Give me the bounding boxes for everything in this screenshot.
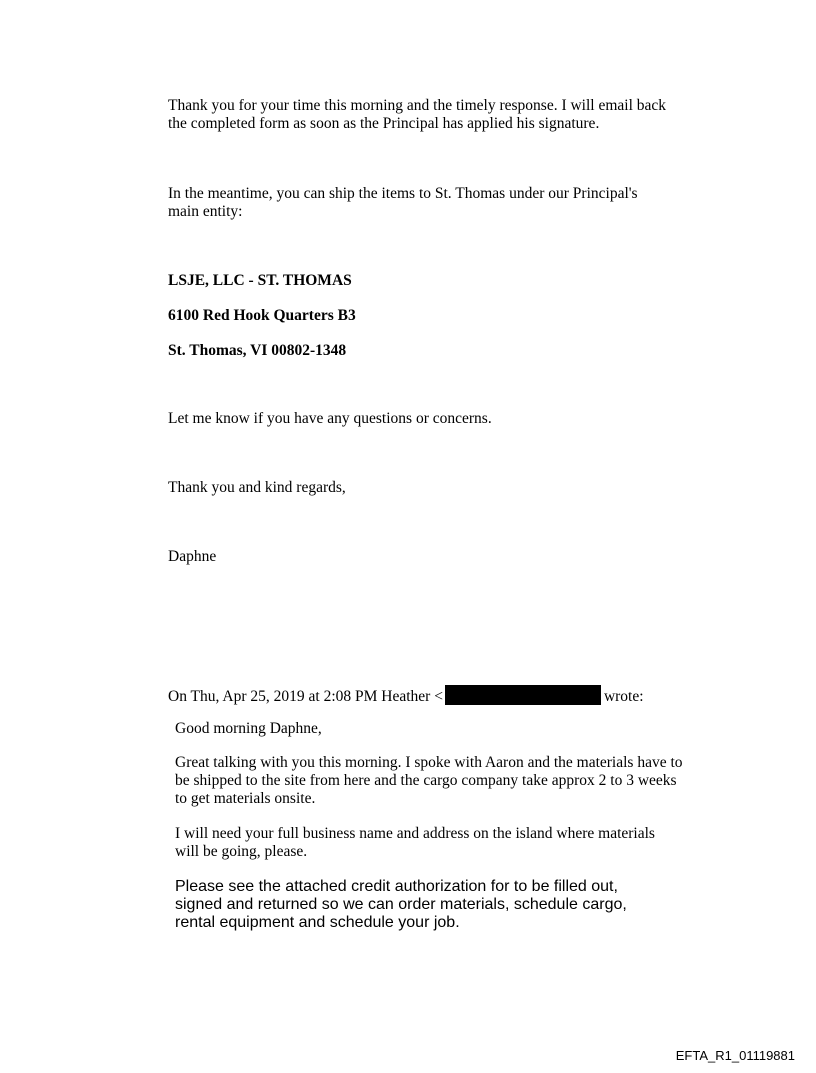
address-line-3: St. Thomas, VI 00802-1348 [168,342,347,359]
reply-paragraph-3: Let me know if you have any questions or concerns. [168,410,492,427]
quoted-paragraph-2: I will need your full business name and address on the island where materials will be going, please. [175,825,655,860]
reply-closing: Thank you and kind regards, [168,479,346,496]
quoted-email-header [168,685,644,706]
quoted-paragraph-3: Please see the attached credit authorization for to be filled out, signed and returned so we can order materials, schedule cargo, rental equipment and schedule your job. [175,878,627,931]
redaction-bar [445,685,601,705]
quoted-greeting: Good morning Daphne, [175,720,322,737]
address-line-1: LSJE, LLC - ST. THOMAS [168,272,352,289]
reply-paragraph-2: In the meantime, you can ship the items to St. Thomas under our Principal's main entity: [168,185,638,220]
document-id-label: EFTA_R1_01119881 [675,1048,795,1063]
quoted-header-prefix: On Thu, Apr 25, 2019 at 2:08 PM Heather < [168,688,443,705]
quoted-paragraph-1: Great talking with you this morning. I spoke with Aaron and the materials have to be shipped to the site from here and the cargo company take approx 2 to 3 weeks to get materials onsite. [175,754,683,807]
quoted-header-suffix: wrote: [603,688,644,705]
reply-paragraph-1: Thank you for your time this morning and the timely response. I will email back the completed form as soon as the Principal has applied his signature. [168,97,667,132]
reply-signature: Daphne [168,548,217,565]
address-line-2: 6100 Red Hook Quarters B3 [168,307,356,324]
